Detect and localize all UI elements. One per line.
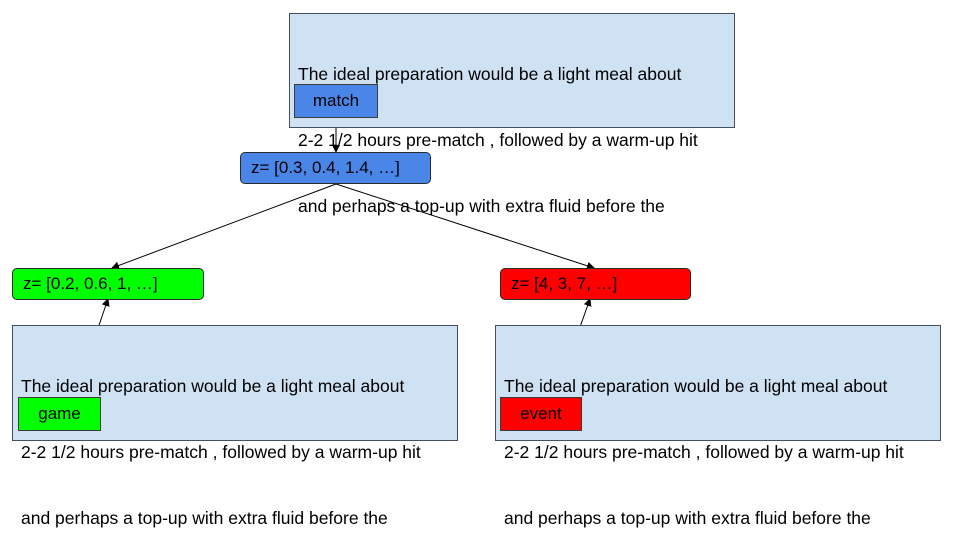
top-passage-line-1: The ideal preparation would be a light meal about xyxy=(298,64,682,84)
top-passage-line-3: and perhaps a top-up with extra fluid before the xyxy=(298,196,665,216)
top-passage-line-2: 2-2 1/2 hours pre-match , followed by a warm-up hit xyxy=(298,130,698,150)
top-target-word: match xyxy=(294,84,378,118)
root-embedding-node: z= [0.3, 0.4, 1.4, …] xyxy=(240,152,431,184)
right-target-word: event xyxy=(500,397,582,431)
left-target-word: game xyxy=(18,397,101,431)
right-passage-line-2: 2-2 1/2 hours pre-match , followed by a warm-up hit xyxy=(504,442,904,462)
right-passage-line-3: and perhaps a top-up with extra fluid before the xyxy=(504,508,871,528)
left-embedding-node: z= [0.2, 0.6, 1, …] xyxy=(12,268,204,300)
left-passage-line-2: 2-2 1/2 hours pre-match , followed by a warm-up hit xyxy=(21,442,421,462)
left-passage-line-3: and perhaps a top-up with extra fluid before the xyxy=(21,508,388,528)
right-embedding-node: z= [4, 3, 7, …] xyxy=(500,268,691,300)
left-passage-line-1: The ideal preparation would be a light meal about xyxy=(21,376,405,396)
right-passage-line-1: The ideal preparation would be a light meal about xyxy=(504,376,888,396)
